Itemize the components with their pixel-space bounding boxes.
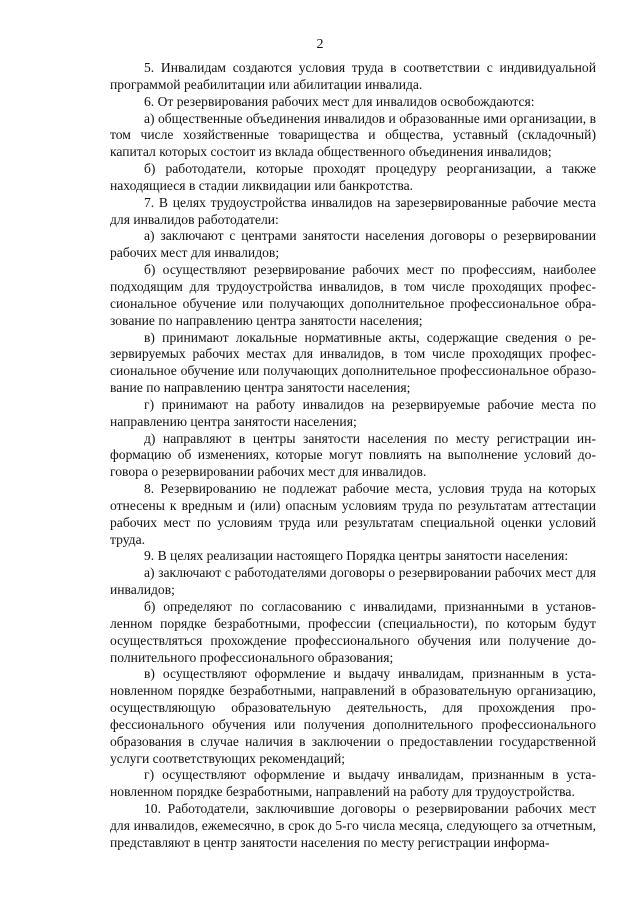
paragraph-10: 10. Работодатели, заключившие договоры о резервировании рабочих мест для инвалидов, ежемесячно, в срок до 5-го числа месяца, следующего за отчетным, представляют в центр занятости населения по месту регистрации информа-: [110, 801, 596, 850]
paragraph-9b: б) определяют по согласованию с инвалидами, признанными в установленном порядке безработными, профессии (специальности), по которым будут осуществляться прохождение профессионального обучения или получение дополнительного профессионального образования;: [110, 599, 596, 665]
paragraph-9g: г) осуществляют оформление и выдачу инвалидам, признанным в установленном порядке безработными, направлений на работу для трудоустройства.: [110, 767, 596, 800]
paragraph-9v: в) осуществляют оформление и выдачу инвалидам, признанным в установленном порядке безработными, направлений в образовательную организацию, осуществляющую образовательную деятельность, для прохождения профессионального обучения или получения дополнительного профессионального образования в случае наличия в заключении о предоставлении государственной услуги соответствующих рекомендаций;: [110, 666, 596, 766]
paragraph-7: 7. В целях трудоустройства инвалидов на зарезервированные рабочие места для инвалидов работодатели:: [110, 194, 596, 227]
paragraph-9: 9. В целях реализации настоящего Порядка центры занятости населения:: [144, 548, 569, 564]
paragraph-7v: в) принимают локальные нормативные акты, содержащие сведения о резервируемых рабочих местах для инвалидов, в том числе проходящих профессиональное обучение или получающих дополнительное профессиональное образование по направлению центра занятости населения;: [110, 329, 596, 396]
document-body: [110, 60, 596, 852]
paragraph-8: 8. Резервированию не подлежат рабочие места, условия труда на которых отнесены к вредным и (или) опасным условиям труда по результатам аттестации рабочих мест по условиям труда или результатам специальной оценки условий труда.: [110, 481, 596, 547]
paragraph-6a: а) общественные объединения инвалидов и образованные ими организации, в том числе хозяйственные товарищества и общества, уставный (складочный) капитал которых состоит из вклада общественного объединения инвалидов;: [110, 110, 596, 160]
page-number: 2: [316, 37, 324, 52]
paragraph-9a: а) заключают с работодателями договоры о резервировании рабочих мест для инвалидов;: [110, 565, 596, 598]
paragraph-7d: д) направляют в центры занятости населения по месту регистрации информацию об изменениях, которые могут повлиять на выполнение условий договора о резервировании рабочих мест для инвалидов.: [110, 430, 596, 480]
paragraph-6: 6. От резервирования рабочих мест для инвалидов освобождаются:: [144, 93, 535, 109]
paragraph-7b: б) осуществляют резервирование рабочих мест по профессиям, наиболее подходящим для трудоустройства инвалидов, в том числе проходящих профессиональное обучение или получающих дополнительное профессиональное образование по направлению центра занятости населения;: [110, 262, 596, 328]
paragraph-7g: г) принимают на работу инвалидов на резервируемые рабочие места по направлению центра занятости населения;: [110, 396, 596, 429]
paragraph-7a: а) заключают с центрами занятости населения договоры о резервировании рабочих мест для инвалидов;: [110, 228, 596, 261]
paragraph-5: 5. Инвалидам создаются условия труда в соответствии с индивидуальной программой реабилитации или абилитации инвалида.: [110, 60, 596, 92]
paragraph-6b: б) работодатели, которые проходят процедуру реорганизации, а также находящиеся в стадии ликвидации или банкротства.: [110, 161, 596, 193]
